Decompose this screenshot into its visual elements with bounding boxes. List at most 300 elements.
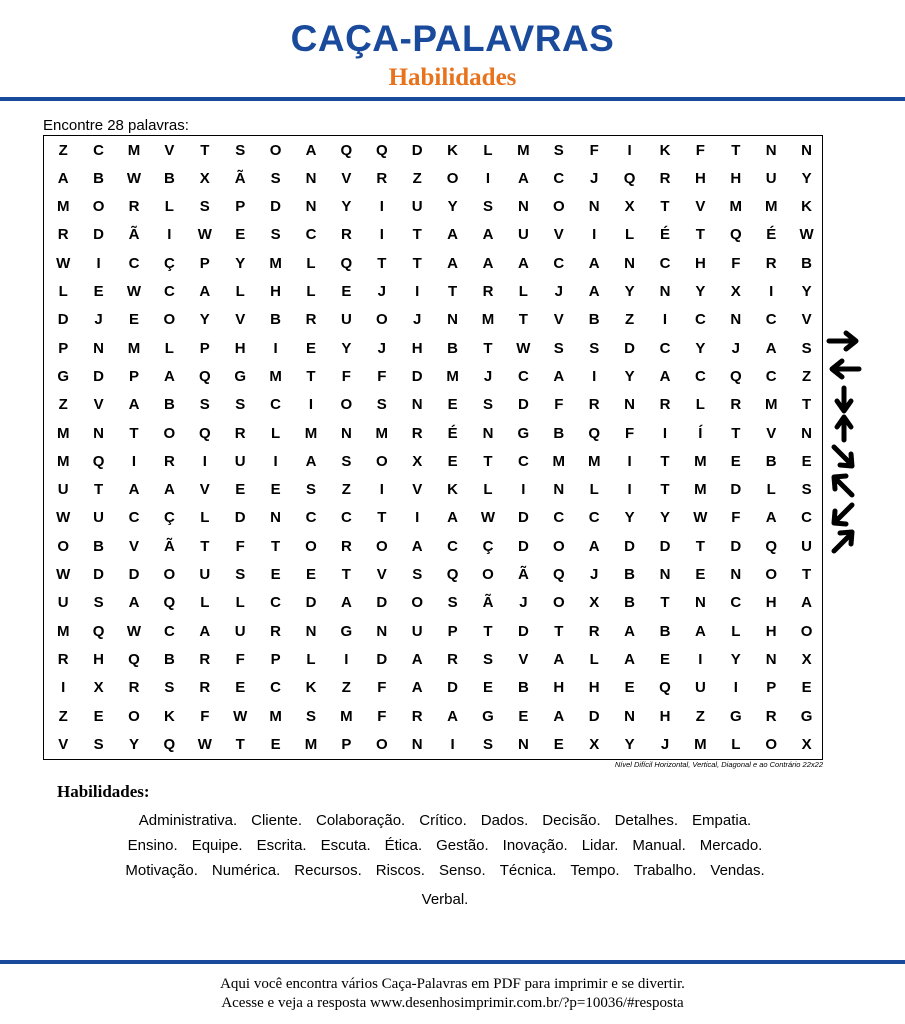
grid-cell: É	[766, 226, 777, 244]
grid-cell: V	[518, 650, 529, 668]
grid-cell: Ç	[163, 254, 175, 272]
grid-cell: Y	[447, 198, 458, 216]
grid-cell: J	[519, 594, 528, 612]
grid-cell: R	[730, 396, 742, 414]
grid-cell: M	[694, 481, 707, 499]
grid-cell: S	[553, 339, 564, 357]
word-list-line	[50, 833, 840, 858]
grid-cell: N	[624, 254, 635, 272]
grid-cell: F	[589, 141, 599, 159]
grid-cell: N	[588, 198, 600, 216]
grid-cell: F	[554, 396, 564, 414]
grid-cell: G	[57, 367, 70, 385]
grid-cell: T	[518, 311, 528, 329]
grid-cell: M	[56, 452, 70, 470]
grid-cell: N	[801, 424, 812, 442]
grid-cell: A	[588, 254, 600, 272]
grid-cell: T	[483, 339, 493, 357]
grid-cell: R	[765, 254, 777, 272]
grid-row	[44, 561, 822, 589]
grid-cell: C	[730, 594, 742, 612]
grid-cell: U	[411, 198, 423, 216]
grid-cell: L	[306, 283, 316, 300]
grid-cell: I	[592, 367, 597, 385]
grid-cell: I	[450, 735, 455, 753]
grid-cell: V	[553, 226, 564, 244]
grid-cell: N	[482, 424, 494, 442]
grid-cell: G	[729, 707, 742, 725]
grid-cell: L	[200, 509, 210, 527]
grid-cell: A	[128, 481, 140, 499]
grid-cell: C	[305, 509, 317, 527]
word-item: Riscos.	[375, 862, 425, 879]
grid-cell: M	[729, 198, 743, 216]
grid-cell: N	[765, 650, 777, 668]
grid-cell: É	[659, 226, 670, 244]
grid-cell: C	[270, 679, 281, 697]
word-item: Ética.	[384, 837, 423, 854]
grid-cell: M	[269, 367, 282, 385]
grid-cell: P	[128, 367, 139, 385]
grid-cell: G	[800, 707, 813, 725]
grid-cell: V	[801, 311, 812, 329]
grid-cell: R	[234, 424, 246, 442]
grid-cell: Ã	[482, 594, 494, 612]
grid-cell: R	[340, 226, 352, 244]
grid-cell: V	[695, 198, 706, 216]
grid-row	[44, 363, 822, 391]
grid-cell: I	[521, 481, 526, 499]
grid-cell: V	[93, 396, 104, 414]
grid-cell: N	[765, 141, 777, 159]
grid-cell: X	[93, 679, 104, 697]
grid-cell: Q	[588, 424, 601, 442]
grid-cell: A	[553, 707, 565, 725]
grid-cell: D	[376, 594, 388, 612]
grid-cell: S	[93, 594, 104, 612]
grid-cell: N	[730, 311, 742, 329]
grid-cell: O	[305, 537, 317, 555]
grid-cell: T	[200, 141, 210, 159]
grid-cell: M	[304, 424, 318, 442]
grid-cell: Q	[623, 169, 636, 187]
grid-cell: E	[93, 707, 104, 725]
grid-cell: D	[624, 339, 635, 357]
grid-cell: C	[553, 169, 565, 187]
grid-cell: Z	[341, 679, 351, 697]
grid-cell: X	[730, 283, 741, 300]
word-item: Verbal.	[421, 891, 469, 908]
grid-cell: R	[128, 679, 140, 697]
grid-cell: F	[235, 537, 245, 555]
grid-cell: E	[341, 283, 352, 300]
grid-cell: R	[57, 226, 69, 244]
grid-cell: Z	[58, 396, 68, 414]
grid-cell: C	[447, 537, 458, 555]
grid-cell: J	[483, 367, 493, 385]
grid-cell: D	[517, 537, 529, 555]
arrow-down-right-icon	[826, 443, 862, 471]
grid-cell: Ç	[163, 509, 175, 527]
direction-legend	[826, 329, 866, 557]
grid-cell: A	[588, 537, 600, 555]
grid-cell: O	[482, 566, 494, 583]
grid-cell: N	[730, 566, 742, 583]
grid-cell: V	[376, 566, 387, 583]
grid-cell: Z	[341, 481, 351, 499]
grid-cell: C	[553, 509, 565, 527]
grid-cell: F	[731, 254, 741, 272]
grid-cell: A	[765, 509, 777, 527]
grid-cell: M	[694, 735, 707, 753]
grid-cell: I	[627, 452, 632, 470]
grid-cell: J	[660, 735, 670, 753]
grid-cell: B	[163, 169, 175, 187]
grid-cell: U	[57, 594, 69, 612]
grid-cell: J	[590, 169, 599, 187]
grid-cell: L	[625, 226, 635, 244]
grid-row	[44, 589, 822, 617]
grid-cell: R	[447, 650, 458, 668]
grid-cell: Y	[659, 509, 670, 527]
word-item: Senso.	[438, 862, 486, 879]
grid-cell: T	[448, 283, 458, 300]
grid-cell: A	[411, 537, 423, 555]
grid-cell: Q	[92, 622, 105, 640]
grid-cell: V	[235, 311, 246, 329]
grid-cell: T	[660, 481, 670, 499]
grid-cell: E	[695, 566, 706, 583]
grid-cell: A	[340, 594, 352, 612]
grid-cell: F	[731, 509, 741, 527]
grid-cell: S	[270, 226, 281, 244]
grid-cell: I	[415, 509, 420, 527]
grid-cell: W	[56, 566, 71, 583]
grid-cell: E	[128, 311, 139, 329]
grid-cell: N	[376, 622, 388, 640]
grid-cell: X	[199, 169, 210, 187]
grid-cell: O	[765, 735, 778, 753]
grid-cell: T	[731, 141, 741, 159]
grid-cell: R	[659, 396, 671, 414]
word-list-line	[50, 808, 840, 833]
grid-cell: B	[553, 424, 565, 442]
grid-cell: M	[56, 424, 70, 442]
grid-cell: R	[588, 396, 600, 414]
arrow-down-left-icon	[826, 501, 862, 529]
grid-cell: W	[197, 735, 212, 753]
grid-cell: Y	[341, 339, 352, 357]
grid-cell: Y	[695, 283, 706, 300]
grid-cell: M	[127, 141, 141, 159]
grid-cell: A	[128, 396, 140, 414]
grid-cell: F	[695, 141, 705, 159]
grid-cell: D	[234, 509, 246, 527]
grid-cell: Y	[624, 735, 635, 753]
grid-cell: S	[482, 396, 493, 414]
grid-cell: N	[517, 198, 529, 216]
arrow-left-icon	[826, 357, 862, 381]
grid-cell: O	[163, 311, 176, 329]
grid-cell: G	[482, 707, 494, 725]
grid-cell: E	[270, 566, 281, 583]
grid-cell: T	[483, 622, 493, 640]
grid-cell: L	[306, 650, 316, 668]
grid-cell: S	[235, 396, 246, 414]
grid-cell: L	[589, 481, 599, 499]
grid-cell: É	[447, 424, 458, 442]
grid-cell: A	[482, 226, 494, 244]
grid-cell: O	[375, 452, 388, 470]
grid-cell: Y	[801, 169, 812, 187]
grid-cell: N	[801, 141, 812, 159]
grid-cell: W	[56, 509, 71, 527]
grid-cell: B	[801, 254, 812, 272]
word-item: Técnica.	[499, 862, 557, 879]
grid-cell: D	[128, 566, 140, 583]
word-list-line	[50, 887, 840, 912]
grid-cell: N	[93, 424, 104, 442]
grid-cell: I	[662, 424, 668, 442]
grid-cell: I	[308, 396, 314, 414]
grid-row	[44, 731, 822, 759]
grid-cell: Q	[659, 679, 671, 697]
grid-cell: L	[164, 339, 174, 357]
grid-cell: M	[269, 707, 282, 725]
grid-cell: E	[482, 679, 493, 697]
grid-cell: L	[589, 650, 599, 668]
grid-cell: R	[376, 169, 388, 187]
grid-cell: I	[415, 283, 420, 300]
grid-cell: N	[411, 396, 423, 414]
grid-cell: T	[129, 424, 139, 442]
grid-cell: W	[126, 283, 142, 300]
grid-row	[44, 448, 822, 476]
grid-cell: Q	[198, 424, 211, 442]
grid-cell: S	[93, 735, 104, 753]
grid-cell: R	[411, 707, 423, 725]
grid-cell: S	[482, 650, 493, 668]
grid-cell: D	[517, 622, 529, 640]
grid-cell: C	[270, 594, 281, 612]
grid-cell: U	[801, 537, 812, 555]
grid-cell: S	[305, 707, 316, 725]
grid-cell: N	[624, 707, 635, 725]
grid-cell: M	[127, 339, 141, 357]
grid-cell: A	[447, 226, 458, 244]
grid-row	[44, 674, 822, 702]
grid-cell: W	[516, 339, 531, 357]
grid-cell: C	[765, 311, 777, 329]
grid-cell: Y	[624, 509, 635, 527]
grid-cell: C	[588, 509, 600, 527]
grid-cell: P	[58, 339, 69, 357]
grid-cell: R	[57, 650, 69, 668]
grid-cell: A	[801, 594, 812, 612]
grid-row	[44, 476, 822, 504]
grid-cell: D	[730, 537, 742, 555]
grid-cell: Í	[698, 424, 703, 442]
grid-cell: I	[273, 339, 278, 357]
grid-cell: J	[377, 339, 386, 357]
grid-row	[44, 278, 822, 306]
grid-cell: T	[271, 537, 281, 555]
grid-cell: R	[340, 537, 352, 555]
grid-cell: O	[411, 594, 424, 612]
grid-cell: Ã	[163, 537, 175, 555]
grid-cell: Z	[802, 367, 812, 385]
grid-cell: N	[340, 424, 352, 442]
grid-cell: K	[447, 481, 458, 499]
grid-cell: Z	[58, 141, 68, 159]
grid-cell: X	[801, 650, 812, 668]
grid-cell: S	[164, 679, 175, 697]
grid-cell: R	[659, 169, 671, 187]
grid-row	[44, 250, 822, 278]
grid-cell: M	[764, 396, 778, 414]
word-item: Detalhes.	[614, 812, 679, 829]
grid-cell: C	[659, 339, 671, 357]
grid-cell: R	[199, 679, 211, 697]
grid-cell: F	[200, 707, 210, 725]
grid-cell: Y	[695, 339, 706, 357]
grid-cell: U	[57, 481, 69, 499]
grid-cell: C	[694, 367, 706, 385]
grid-cell: T	[695, 226, 705, 244]
grid-cell: T	[412, 254, 422, 272]
grid-cell: A	[447, 707, 458, 725]
grid-cell: N	[305, 169, 317, 187]
word-item: Equipe.	[191, 837, 243, 854]
grid-cell: Y	[341, 198, 352, 216]
grid-cell: A	[163, 481, 175, 499]
word-item: Motivação.	[125, 862, 198, 879]
letter-grid	[43, 135, 823, 760]
footer-line-2: Acesse e veja a resposta www.desenhosimprimir.com.br/?p=10036/#resposta	[221, 995, 684, 1011]
grid-cell: M	[375, 424, 389, 442]
grid-cell: U	[93, 509, 104, 527]
grid-cell: D	[447, 679, 458, 697]
grid-cell: I	[61, 679, 66, 697]
grid-cell: G	[234, 367, 247, 385]
grid-cell: T	[660, 452, 670, 470]
grid-cell: L	[731, 622, 741, 640]
grid-cell: C	[128, 254, 140, 272]
grid-cell: M	[517, 141, 530, 159]
grid-cell: D	[93, 226, 104, 244]
footer	[0, 975, 905, 1013]
arrow-up-left-icon	[826, 471, 862, 499]
grid-row	[44, 193, 822, 221]
grid-cell: I	[592, 226, 597, 244]
grid-cell: R	[588, 622, 600, 640]
grid-cell: I	[485, 169, 491, 187]
grid-cell: W	[56, 254, 71, 272]
grid-cell: Y	[801, 283, 812, 300]
grid-cell: A	[199, 622, 211, 640]
grid-cell: Ã	[517, 566, 529, 583]
grid-cell: L	[731, 735, 741, 753]
grid-cell: C	[517, 452, 529, 470]
grid-cell: I	[167, 226, 172, 244]
grid-cell: V	[164, 141, 175, 159]
grid-cell: B	[765, 452, 777, 470]
grid-cell: H	[765, 622, 777, 640]
grid-cell: A	[694, 622, 706, 640]
grid-cell: M	[764, 198, 778, 216]
grid-cell: E	[270, 735, 281, 753]
grid-cell: I	[698, 650, 703, 668]
grid-cell: H	[765, 594, 777, 612]
grid-cell: T	[660, 198, 670, 216]
grid-cell: Z	[625, 311, 635, 329]
grid-cell: Z	[695, 707, 705, 725]
grid-cell: E	[553, 735, 564, 753]
grid-cell: A	[588, 283, 600, 300]
grid-cell: Q	[729, 367, 742, 385]
grid-cell: F	[377, 679, 387, 697]
grid-cell: F	[341, 367, 351, 385]
grid-cell: H	[553, 679, 565, 697]
grid-cell: W	[126, 169, 142, 187]
grid-cell: O	[446, 169, 459, 187]
grid-cell: M	[56, 622, 70, 640]
grid-cell: C	[694, 311, 706, 329]
grid-cell: B	[588, 311, 600, 329]
grid-cell: C	[128, 509, 140, 527]
grid-cell: P	[341, 735, 352, 753]
grid-cell: S	[199, 396, 210, 414]
grid-cell: C	[340, 509, 352, 527]
grid-cell: Q	[765, 537, 778, 555]
grid-cell: P	[199, 339, 210, 357]
grid-cell: C	[305, 226, 317, 244]
grid-cell: V	[553, 311, 564, 329]
grid-cell: Q	[552, 566, 565, 583]
bottom-divider	[0, 960, 905, 964]
grid-cell: D	[659, 537, 671, 555]
grid-cell: E	[305, 566, 316, 583]
grid-cell: O	[765, 566, 778, 583]
grid-cell: T	[200, 537, 210, 555]
grid-cell: L	[235, 283, 245, 300]
word-item: Inovação.	[502, 837, 568, 854]
grid-cell: T	[377, 509, 387, 527]
grid-cell: O	[163, 424, 176, 442]
grid-cell: L	[58, 283, 68, 300]
word-list	[50, 808, 840, 912]
grid-cell: P	[199, 254, 210, 272]
word-item: Decisão.	[542, 812, 601, 829]
grid-row	[44, 703, 822, 731]
grid-cell: B	[624, 566, 635, 583]
grid-cell: J	[413, 311, 422, 329]
word-item: Administrativa.	[138, 812, 238, 829]
grid-cell: R	[482, 283, 494, 300]
grid-cell: M	[340, 707, 353, 725]
grid-cell: E	[447, 452, 458, 470]
grid-cell: B	[93, 537, 104, 555]
grid-cell: I	[379, 198, 384, 216]
word-item: Ensino.	[127, 837, 178, 854]
grid-cell: C	[517, 367, 529, 385]
grid-cell: L	[235, 594, 245, 612]
grid-cell: I	[379, 226, 384, 244]
grid-cell: T	[483, 452, 493, 470]
grid-cell: Q	[128, 650, 140, 668]
grid-cell: H	[93, 650, 104, 668]
grid-cell: L	[200, 594, 210, 612]
